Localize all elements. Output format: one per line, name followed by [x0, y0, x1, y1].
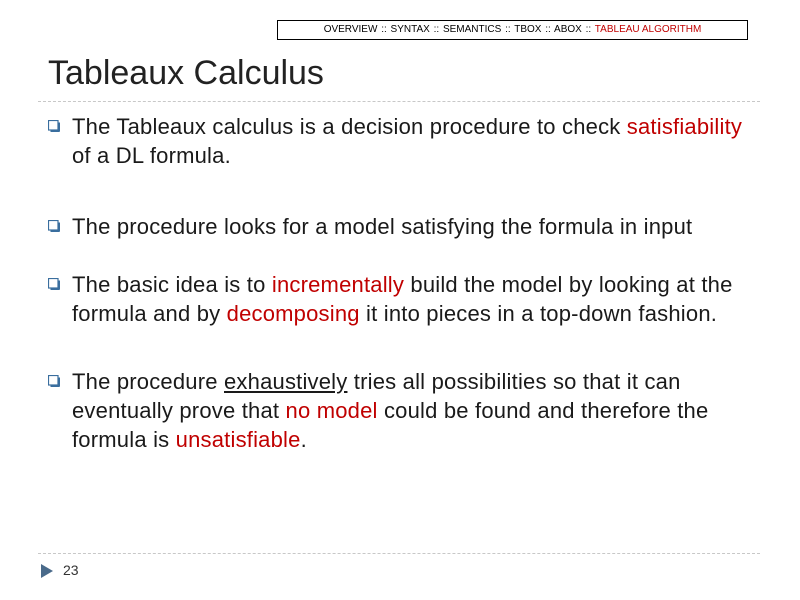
checkbox-square-icon: [48, 120, 60, 132]
play-arrow-icon: [40, 563, 54, 579]
page-number: 23: [63, 562, 79, 578]
highlight-term: unsatisfiable: [175, 427, 301, 452]
bullet-text: .: [300, 427, 307, 452]
bullet-list: [46, 112, 766, 454]
bullet-item: [46, 112, 766, 170]
checkbox-square-icon: [48, 375, 60, 387]
bullet-item: [46, 367, 766, 454]
bullet-text: The procedure looks for a model satisfying the formula in input: [72, 214, 693, 239]
nav-item-syntax[interactable]: SYNTAX: [390, 24, 430, 35]
nav-separator: ::: [381, 24, 387, 35]
highlight-term: decomposing: [226, 301, 360, 326]
bullet-item: [46, 270, 766, 328]
bullet-text: The Tableaux calculus is a decision procedure to check: [72, 114, 627, 139]
title-divider: [38, 101, 760, 102]
nav-separator: ::: [505, 24, 511, 35]
bullet-text: tries all possibilities so that it can eventually prove that: [72, 369, 681, 423]
bullet-text: The basic idea is to: [72, 272, 272, 297]
section-navigation: [277, 20, 748, 40]
nav-item-overview[interactable]: OVERVIEW: [323, 24, 378, 35]
bullet-text: The procedure: [72, 369, 224, 394]
nav-item-tableau-algorithm[interactable]: TABLEAU ALGORITHM: [594, 24, 702, 35]
checkbox-square-icon: [48, 278, 60, 290]
nav-separator: ::: [585, 24, 592, 35]
nav-separator: ::: [545, 24, 551, 35]
checkbox-square-icon: [48, 220, 60, 232]
nav-item-abox[interactable]: ABOX: [554, 24, 582, 35]
bullet-text: of a DL formula.: [72, 143, 231, 168]
bullet-text: build the model by looking at the formula and by: [72, 272, 733, 326]
bullet-text: it into pieces in a top-down fashion.: [359, 301, 718, 326]
slide-title: Tableaux Calculus: [48, 54, 324, 92]
footer-divider: [38, 553, 760, 554]
highlight-term: incrementally: [271, 272, 405, 297]
highlight-term: no model: [285, 398, 378, 423]
nav-item-tbox[interactable]: TBOX: [514, 24, 542, 35]
underlined-term: exhaustively: [224, 369, 348, 394]
nav-item-semantics[interactable]: SEMANTICS: [442, 24, 502, 35]
highlight-term: satisfiability: [626, 114, 743, 139]
nav-separator: ::: [433, 24, 440, 35]
bullet-text: could be found and therefore the formula is: [72, 398, 709, 452]
bullet-item: [46, 212, 766, 241]
